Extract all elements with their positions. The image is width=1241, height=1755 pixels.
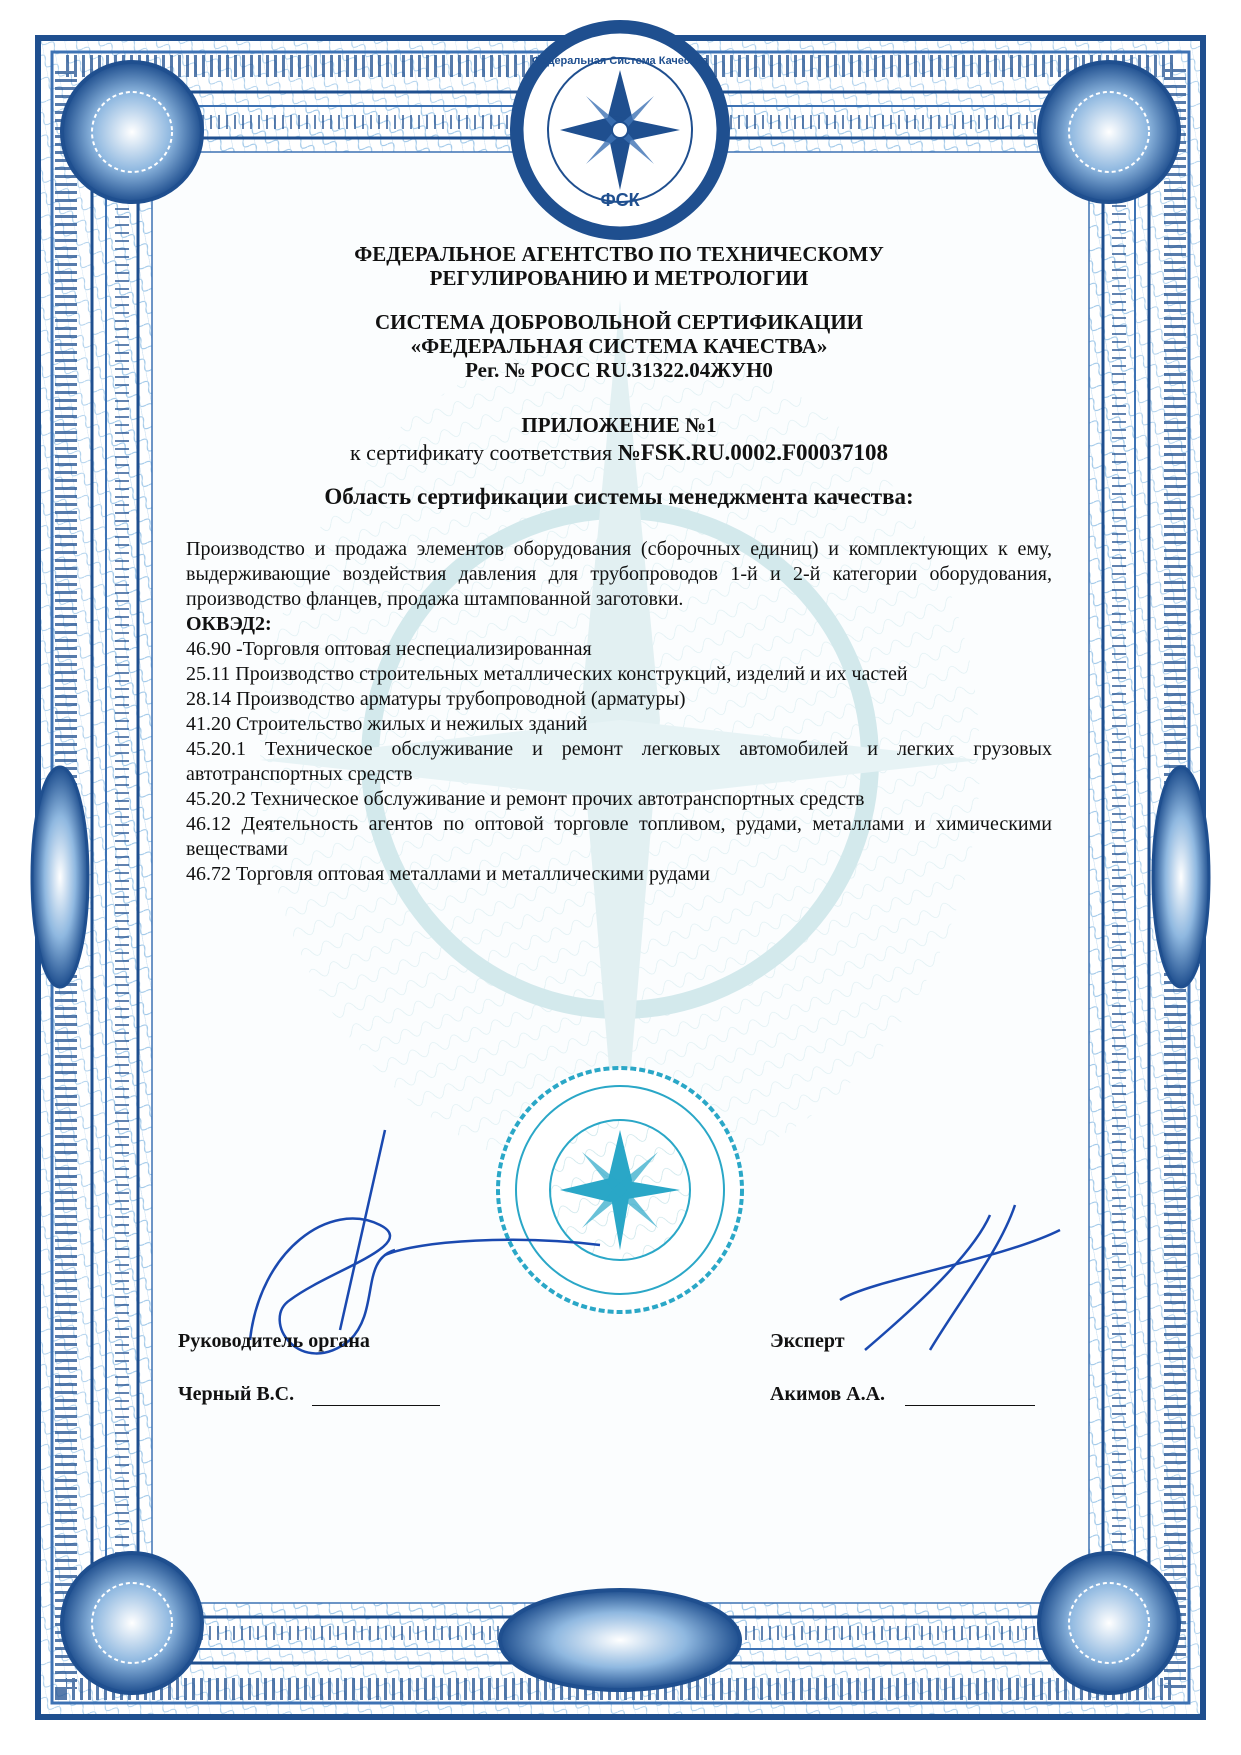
okved-item: 25.11 Производство строительных металлических конструкций, изделий и их частей [186, 663, 908, 685]
okved-label: ОКВЭД2: [186, 613, 272, 635]
system-line-1: СИСТЕМА ДОБРОВОЛЬНОЙ СЕРТИФИКАЦИИ [374, 310, 864, 334]
head-name: Черный В.С. [178, 1383, 295, 1405]
expert-signature-line [905, 1405, 1035, 1406]
appendix-title: ПРИЛОЖЕНИЕ №1 [521, 413, 717, 437]
expert-name: Акимов А.А. [770, 1383, 886, 1405]
certificate-prefix: к сертификату соответствия [349, 440, 613, 465]
okved-item: 45.20.2 Техническое обслуживание и ремонт прочих автотранспортных средств [186, 788, 865, 810]
okved-list [186, 637, 1052, 887]
okved-item: 46.90 -Торговля оптовая неспециализированная [186, 638, 592, 660]
certificate-reference [186, 440, 1052, 466]
system-heading [186, 310, 1052, 382]
agency-heading [186, 242, 1052, 290]
scope-body [186, 537, 1052, 887]
head-title: Руководитель органа [178, 1330, 370, 1352]
emblem-abbr: ФСК [600, 190, 640, 210]
okved-item: 45.20.1 Техническое обслуживание и ремонт легковых автомобилей и легких грузовых автотранспортных средств [186, 738, 1052, 785]
okved-item: 46.72 Торговля оптовая металлами и металлическими рудами [186, 863, 710, 885]
agency-line-1: ФЕДЕРАЛЬНОЕ АГЕНТСТВО ПО ТЕХНИЧЕСКОМУ [354, 242, 884, 266]
okved-item: 46.12 Деятельность агентов по оптовой торговле топливом, рудами, металлами и химическими веществами [186, 813, 1052, 860]
certificate-number: №FSK.RU.0002.F00037108 [617, 440, 889, 465]
organization-seal [498, 1068, 742, 1312]
okved-item: 28.14 Производство арматуры трубопроводной (арматуры) [186, 688, 686, 710]
agency-line-2: РЕГУЛИРОВАНИЮ И МЕТРОЛОГИИ [429, 266, 809, 290]
scope-description: Производство и продажа элементов оборудования (сборочных единиц) и комплектующих к ему, выдерживающие воздействия давления для трубопроводов 1-й и 2-й категории оборудования, производство фланцев, продажа штампованной заготовки. [186, 538, 1052, 610]
scope-title: Область сертификации системы менеджмента качества: [324, 484, 914, 509]
emblem-ring-text: Федеральная Система Качества [531, 55, 709, 67]
okved-item: 41.20 Строительство жилых и нежилых зданий [186, 713, 588, 735]
system-line-2: «ФЕДЕРАЛЬНАЯ СИСТЕМА КАЧЕСТВА» [410, 334, 828, 358]
registration-number: Рег. № РОСС RU.31322.04ЖУН0 [465, 358, 773, 382]
head-signature-line [312, 1405, 440, 1406]
expert-title: Эксперт [770, 1330, 845, 1352]
